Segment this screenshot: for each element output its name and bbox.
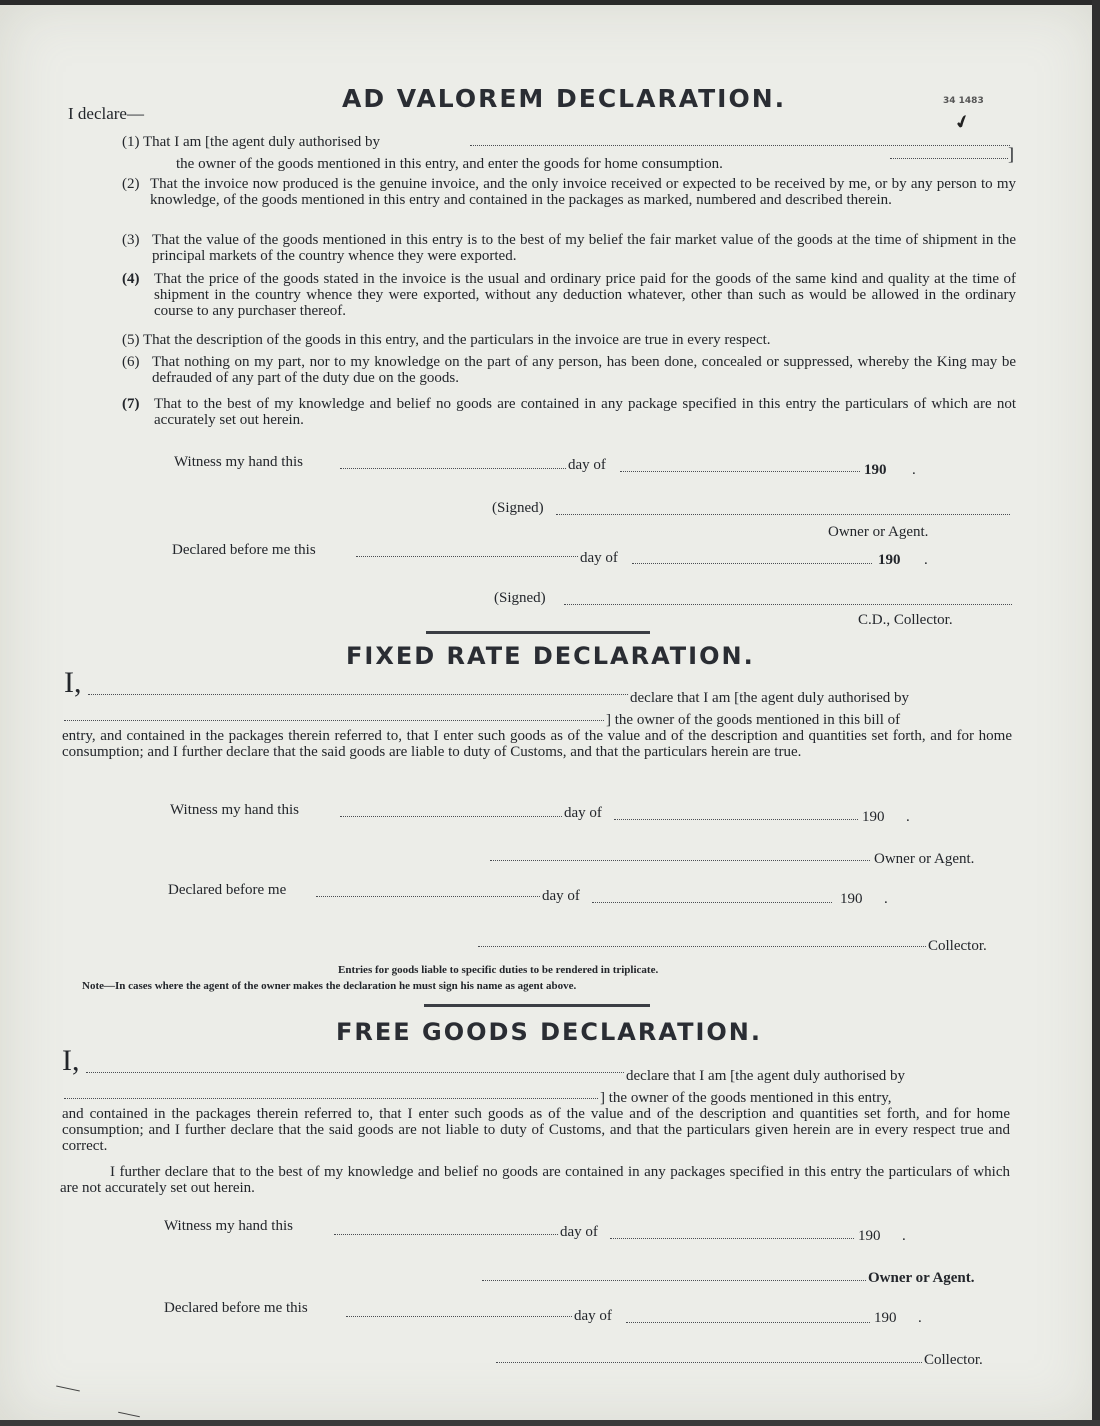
item2-number: (2) (122, 176, 140, 192)
fr-year-label: 190 (862, 809, 885, 825)
item2-text: That the invoice now produced is the genuine invoice, and the only invoice received or expected to be received by me, or by any person to my knowledge, of the goods mentioned in this entry and contained in the packages as marked, numbered and described therein. (150, 176, 1016, 208)
fg-witness-label: Witness my hand this (164, 1218, 293, 1234)
item4-text: That the price of the goods stated in the invoice is the usual and ordinary price paid for the goods of the same kind and quality at the time of shipment in the country whence they were exported, without any deduction whatever, other than such as would be allowed in the ordinary course to any purchaser thereof. (154, 271, 1016, 319)
fr-body-text: entry, and contained in the packages therein referred to, that I enter such goods as of the value and of the description and quantities set forth, and for home consumption; and I further declare that the said goods are liable to duty of Customs, and that the particulars herein are true. (62, 728, 1012, 760)
item7-number: (7) (122, 396, 140, 412)
fg-declared-before-label: Declared before me this (164, 1300, 308, 1316)
av-declared-month-field[interactable] (632, 563, 872, 564)
av-signed-label: (Signed) (492, 500, 544, 516)
fg-owner-or-agent: Owner or Agent. (868, 1270, 975, 1286)
fr-line2-text: ] the owner of the goods mentioned in this bill of (606, 712, 901, 728)
fr-declared-day-field[interactable] (316, 896, 540, 897)
fg-declared-day-field[interactable] (346, 1316, 572, 1317)
fg-collector-signature-field[interactable] (496, 1362, 922, 1363)
fr-owner-signature-field[interactable] (490, 860, 870, 861)
fr-principal-name-field[interactable] (64, 720, 604, 721)
fr-i-label: I, (64, 666, 82, 699)
av-witness-day-field[interactable] (340, 468, 566, 469)
fr-witness-label: Witness my hand this (170, 802, 299, 818)
fg-witness-day-field[interactable] (334, 1234, 558, 1235)
fr-witness-day-field[interactable] (340, 816, 562, 817)
fixed-rate-title: FIXED RATE DECLARATION. (346, 642, 755, 670)
fg-further-text: I further declare that to the best of my knowledge and belief no goods are contained in any packages specified in this entry the particulars of which are not accurately set out herein. (60, 1164, 1010, 1196)
fg-declared-year: 190 (874, 1310, 897, 1326)
av-year-label: 190 (864, 462, 887, 478)
fg-day-of-label: day of (560, 1224, 598, 1240)
item3-text: That the value of the goods mentioned in this entry is to the best of my belief the fair market value of the goods at the time of shipment in the principal markets of the country whence they were exported. (152, 232, 1016, 264)
fg-declare-text: declare that I am [the agent duly authorised by (626, 1068, 906, 1084)
free-goods-title: FREE GOODS DECLARATION. (336, 1018, 762, 1046)
fr-owner-or-agent: Owner or Agent. (874, 851, 975, 867)
av-witness-month-field[interactable] (620, 471, 860, 472)
section-divider-1 (426, 631, 650, 634)
fg-i-label: I, (62, 1044, 80, 1077)
section-divider-2 (424, 1004, 650, 1007)
fr-collector-signature-field[interactable] (478, 946, 926, 947)
stray-ink-mark (56, 1386, 80, 1392)
fg-body-text: and contained in the packages therein referred to, that I enter such goods as of the value and of the description and quantities set forth, and for home consumption; and I further declare that the said goods are not liable to duty of Customs, and that the particulars given herein are in every respect true and correct. (62, 1106, 1010, 1154)
item7-text: That to the best of my knowledge and belief no goods are contained in any package specified in this entry the particulars of which are not accurately set out herein. (154, 396, 1016, 428)
item1-line2: the owner of the goods mentioned in this entry, and enter the goods for home consumption. (176, 156, 723, 172)
i-declare-label: I declare— (68, 104, 144, 123)
fr-declarant-name-field[interactable] (88, 694, 628, 695)
tick-mark-icon: ✔ (951, 110, 973, 135)
item6-text: That nothing on my part, nor to my knowledge on the part of any person, has been done, concealed or suppressed, whereby the King may be defrauded of any part of the duty due on the goods. (152, 354, 1016, 386)
fg-collector-label: Collector. (924, 1352, 983, 1368)
item1-line2-fill (890, 158, 1008, 159)
fg-declared-day-of: day of (574, 1308, 612, 1324)
fg-year-label: 190 (858, 1228, 881, 1244)
item4-number: (4) (122, 271, 140, 287)
fr-day-of-label: day of (564, 805, 602, 821)
page-right-edge (1092, 0, 1100, 1426)
fg-owner-signature-field[interactable] (482, 1280, 866, 1281)
fr-entries-note: Entries for goods liable to specific duties to be rendered in triplicate. (338, 964, 659, 976)
fr-declared-before-label: Declared before me (168, 882, 287, 898)
form-code: 34 1483 (943, 96, 984, 106)
fr-agent-note: Note—In cases where the agent of the owner makes the declaration he must sign his name as agent above. (82, 980, 577, 992)
page-top-edge (0, 0, 1100, 5)
av-day-of-label: day of (568, 457, 606, 473)
av-signed2-label: (Signed) (494, 590, 546, 606)
item1-line1: (1) That I am [the agent duly authorised by (122, 134, 380, 150)
fr-declare-text: declare that I am [the agent duly authorised by (630, 690, 910, 706)
fr-declared-day-of: day of (542, 888, 580, 904)
item3-number: (3) (122, 232, 140, 248)
fr-witness-month-field[interactable] (614, 819, 858, 820)
fg-declared-month-field[interactable] (626, 1322, 870, 1323)
customs-form-page: AD VALOREM DECLARATION. 34 1483 ✔ I declare— (1) That I am [the agent duly authorised by the owner of the goods mentioned in this entry, and enter the goods for home consumption. ] (2) That the invoice now produced is the genuine invoice, and the only invoice received or expected to be received by me, or by any person to my knowledge, of the goods mentioned in this entry and contained in the packages as marked, numbered and described therein. (3) That the value of the goods mentioned in this entry is to the best of my belief the fair market value of the goods at the time of shipment in the principal markets of the country whence they were exported. (4) That the price of the goods stated in the invoice is the usual and ordinary price paid for the goods of the same kind and quality at the time of shipment in the country whence they were exported, without any deduction whatever, other than such as would be allowed in the ordinary course to any purchaser thereof. (5) That the description of the goods in this entry, and the particulars in the invoice are true in every respect. (6) That nothing on my part, nor to my knowledge on the part of any person, has been done, concealed or suppressed, whereby the King may be defrauded of any part of the duty due on the goods. (7) That to the best of my knowledge and belief no goods are contained in any package specified in this entry the particulars of which are not accurately set out herein. Witness my hand this day of 190 . (Signed) Owner or Agent. Declared before me this day of 190 . (Signed) C.D., Collector. FIXED RATE DECLARATION. I, declare that I am [the agent duly authorised by ] the owner of the goods mentioned in this bill of entry, and contained in the packages therein referred to, that I enter such goods as of the value and of the description and quantities set forth, and for home consumption; and I further declare that the said goods are liable to duty of Customs, and that the particulars herein are true. Witness my hand this day of 190 . Owner or Agent. Declared before me day of 190 . Collector. Entries for goods liable to specific duties to be rendered in triplicate. Note—In cases where the agent of the owner makes the declaration he must sign his name as agent above. FREE GOODS DECLARATION. I, declare that I am [the agent duly authorised by ] the owner of the goods mentioned in this entry, and contained in the packages therein referred to, that I enter such goods as of the value and of the description and quantities set forth, and for home consumption; and I further declare that the said goods are not liable to duty of Customs, and that the particulars given herein are in every respect true and correct. I further declare that to the best of my knowledge and belief no goods are contained in any packages specified in this entry the particulars of which are not accurately set out herein. Witness my hand this day of 190 . Owner or Agent. Declared before me this day of 190 . Collector. (0, 0, 1100, 1426)
av-witness-label: Witness my hand this (174, 454, 303, 470)
av-collector-label: C.D., Collector. (858, 612, 953, 628)
page-bottom-edge (0, 1420, 1100, 1426)
fr-collector-label: Collector. (928, 938, 987, 954)
av-declared-year: 190 (878, 552, 901, 568)
av-declared-day-field[interactable] (356, 556, 578, 557)
av-signature-field[interactable] (556, 514, 1010, 515)
fg-principal-name-field[interactable] (64, 1098, 598, 1099)
fg-declarant-name-field[interactable] (86, 1072, 624, 1073)
item5-text: (5) That the description of the goods in this entry, and the particulars in the invoice are true in every respect. (122, 332, 771, 348)
av-declared-before-label: Declared before me this (172, 542, 316, 558)
item1-bracket: ] (1008, 144, 1014, 164)
av-collector-signature-field[interactable] (564, 604, 1012, 605)
fg-witness-month-field[interactable] (610, 1238, 854, 1239)
agent-name-field[interactable] (470, 145, 1010, 146)
fg-line2-text: ] the owner of the goods mentioned in this entry, (600, 1090, 892, 1106)
ad-valorem-title: AD VALOREM DECLARATION. (342, 84, 787, 113)
av-owner-or-agent: Owner or Agent. (828, 524, 929, 540)
fr-declared-year: 190 (840, 891, 863, 907)
fr-declared-month-field[interactable] (592, 902, 832, 903)
stray-ink-mark (118, 1412, 140, 1418)
av-declared-day-of: day of (580, 550, 618, 566)
item6-number: (6) (122, 354, 140, 370)
